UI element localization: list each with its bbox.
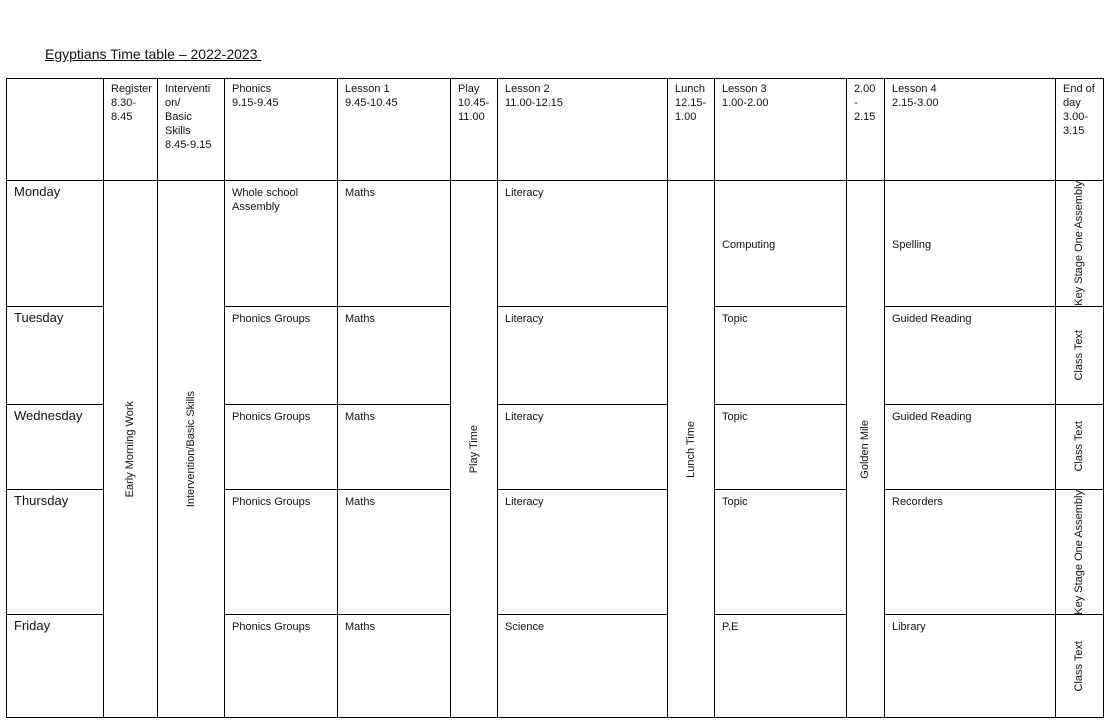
corner-cell xyxy=(7,79,104,181)
early-morning-work-cell: Early Morning Work xyxy=(104,181,158,718)
day-label: Monday xyxy=(7,181,104,307)
lesson-1-cell: Maths xyxy=(338,404,451,489)
phonics-cell: Whole school Assembly xyxy=(225,181,338,307)
lesson-2-cell: Literacy xyxy=(498,306,668,404)
lesson-2-cell: Science xyxy=(498,615,668,718)
lesson-3-cell: Computing xyxy=(715,181,847,307)
end-of-day-cell: Class Text xyxy=(1056,306,1104,404)
day-label: Tuesday xyxy=(7,306,104,404)
lesson-3-cell: Topic xyxy=(715,306,847,404)
lesson-1-cell: Maths xyxy=(338,181,451,307)
lesson-2-cell: Literacy xyxy=(498,181,668,307)
phonics-cell: Phonics Groups xyxy=(225,404,338,489)
header-lunch: Lunch 12.15- 1.00 xyxy=(668,79,715,181)
lesson-3-cell: Topic xyxy=(715,489,847,615)
day-label: Thursday xyxy=(7,489,104,615)
header-lesson-1: Lesson 1 9.45-10.45 xyxy=(338,79,451,181)
header-register: Register 8.30- 8.45 xyxy=(104,79,158,181)
lesson-4-cell: Spelling xyxy=(885,181,1056,307)
golden-mile-cell: Golden Mile xyxy=(847,181,885,718)
phonics-cell: Phonics Groups xyxy=(225,489,338,615)
header-lesson-2: Lesson 2 11.00-12.15 xyxy=(498,79,668,181)
lesson-4-cell: Library xyxy=(885,615,1056,718)
lesson-1-cell: Maths xyxy=(338,489,451,615)
day-label: Wednesday xyxy=(7,404,104,489)
lesson-1-cell: Maths xyxy=(338,615,451,718)
lesson-1-cell: Maths xyxy=(338,306,451,404)
lesson-4-cell: Guided Reading xyxy=(885,306,1056,404)
page-title: Egyptians Time table – 2022-2023 xyxy=(45,46,262,62)
header-golden-mile: 2.00 - 2.15 xyxy=(847,79,885,181)
table-row xyxy=(7,181,1104,307)
lesson-4-cell: Recorders xyxy=(885,489,1056,615)
end-of-day-cell: Class Text xyxy=(1056,615,1104,718)
end-of-day-cell: Key Stage One Assembly xyxy=(1056,181,1104,307)
phonics-cell: Phonics Groups xyxy=(225,615,338,718)
end-of-day-cell: Key Stage One Assembly xyxy=(1056,489,1104,615)
end-of-day-cell: Class Text xyxy=(1056,404,1104,489)
lesson-2-cell: Literacy xyxy=(498,489,668,615)
intervention-cell: Intervention/Basic Skills xyxy=(158,181,225,718)
timetable xyxy=(6,78,1104,718)
header-play: Play 10.45- 11.00 xyxy=(451,79,498,181)
header-row xyxy=(7,79,1104,181)
header-lesson-3: Lesson 3 1.00-2.00 xyxy=(715,79,847,181)
lesson-3-cell: P.E xyxy=(715,615,847,718)
lesson-3-cell: Topic xyxy=(715,404,847,489)
phonics-cell: Phonics Groups xyxy=(225,306,338,404)
header-lesson-4: Lesson 4 2.15-3.00 xyxy=(885,79,1056,181)
lesson-4-cell: Guided Reading xyxy=(885,404,1056,489)
day-label: Friday xyxy=(7,615,104,718)
lunch-time-cell: Lunch Time xyxy=(668,181,715,718)
lesson-2-cell: Literacy xyxy=(498,404,668,489)
header-phonics: Phonics 9.15-9.45 xyxy=(225,79,338,181)
header-end-of-day: End of day 3.00- 3.15 xyxy=(1056,79,1104,181)
play-time-cell: Play Time xyxy=(451,181,498,718)
header-intervention: Interventi on/ Basic Skills 8.45-9.15 xyxy=(158,79,225,181)
